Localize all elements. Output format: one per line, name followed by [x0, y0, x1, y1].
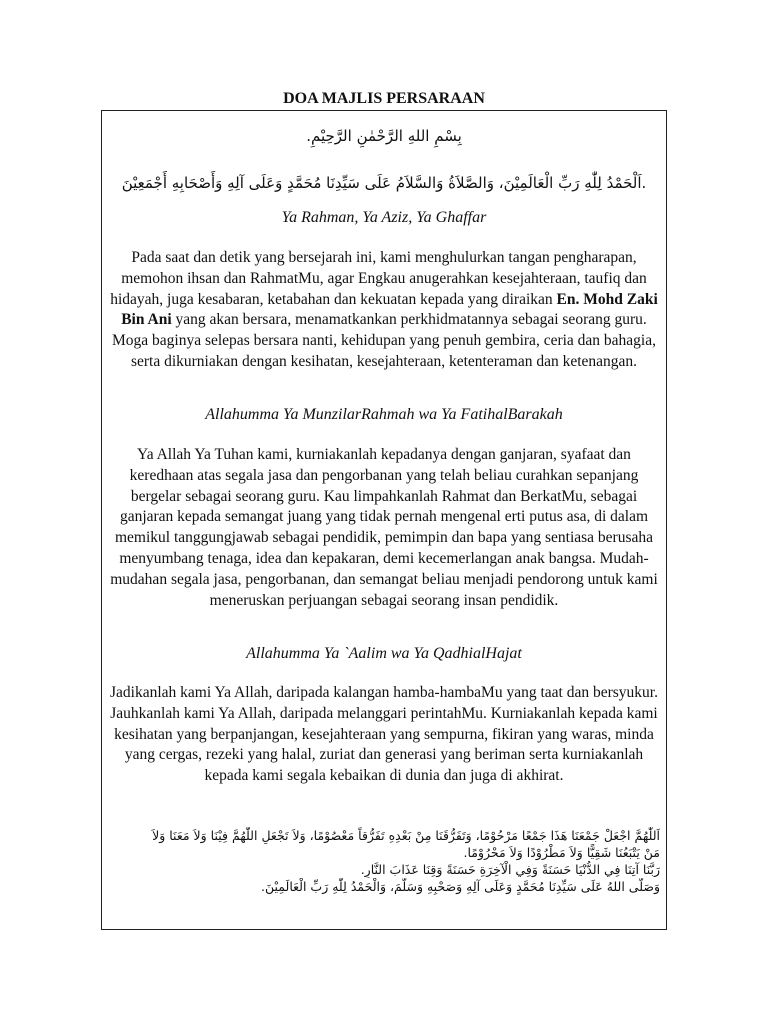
closing-arabic-line: وَصَلَّى اللهُ عَلَى سَيِّدِنَا مُحَمَّدٍ وَعَلَى آلِهِ وَصَحْبِهِ وَسَلَّمَ، وَالْحَمْدُ لِلّٰهِ رَبِّ الْعَالَمِيْنَ. [261, 879, 660, 894]
paragraph-1-text-start: Pada saat dan detik yang bersejarah ini, kami menghulurkan tangan pengharapan, memohon ihsan dan RahmatMu, agar Engkau anugerahkan kesejahteraan, taufiq dan hidayah, juga kesabaran, ketabahan dan kekuatan kepada yang diraikan [110, 249, 647, 308]
opening-arabic-praise: .اَلْحَمْدُ لِلّٰهِ رَبِّ الْعَالَمِيْنَ، وَالصَّلاَةُ وَالسَّلاَمُ عَلَى سَيِّدِنَا مُحَمَّدٍ وَعَلَى آلِهِ وَأَصْحَابِهِ أَجْمَعِيْنَ [121, 174, 647, 192]
paragraph-3: Jadikanlah kami Ya Allah, daripada kalangan hamba-hambaMu yang taat dan bersyukur. Jauhkanlah kami Ya Allah, daripada melanggari perintahMu. Kurniakanlah kepada kami kesihatan yang berpanjangan, kesejahteraan yang sempurna, fikiran yang waras, minda yang cergas, rezeki yang halal, zuriat dan generasi yang beriman serta kurniakanlah kepada kami segala kebaikan di dunia dan juga di akhirat. [110, 684, 658, 785]
paragraph-1 [110, 248, 658, 373]
honoree-name: En. Mohd Zaki Bin Ani [121, 290, 658, 329]
closing-arabic-line: رَبَّنَا آتِنَا فِي الدُّنْيَا حَسَنَةً وَفِي الْآخِرَةِ حَسَنَةً وَقِنَا عَذَابَ النَّارِ. [360, 862, 660, 877]
document-title: DOA MAJLIS PERSARAAN [283, 90, 485, 107]
invocation-2: Allahumma Ya MunzilarRahmah wa Ya FatihalBarakah [205, 406, 563, 423]
paragraph-2: Ya Allah Ya Tuhan kami, kurniakanlah kepadanya dengan ganjaran, syafaat dan keredhaan atas segala jasa dan pengorbanan yang telah beliau curahkan sepanjang bergelar sebagai seorang guru. Kau limpahkanlah Rahmat dan BerkatMu, sebagai ganjaran kepada semangat juang yang tidak pernah mengenal erti putus asa, di dalam memikul tanggungjawab sebagai pendidik, pemimpin dan bapa yang sentiasa berusaha menyumbang tenaga, idea dan kepakaran, demi kecemerlangan anak bangsa. Mudah-mudahan segala jasa, pengorbanan, dan semangat beliau menjadi pendorong untuk kami meneruskan perjuangan sebagai seorang insan pendidik. [110, 446, 658, 609]
prayer-frame [101, 110, 667, 930]
invocation-1: Ya Rahman, Ya Aziz, Ya Ghaffar [281, 209, 487, 226]
invocation-3: Allahumma Ya `Aalim wa Ya QadhialHajat [246, 645, 522, 662]
paragraph-1-text-end: yang akan bersara, menamatkankan perkhidmatannya sebagai seorang guru. Moga baginya selepas bersara nanti, kehidupan yang penuh gembira, ceria dan bahagia, serta dikurniakan dengan kesihatan, kesejahteraan, ketenteraman dan ketenangan. [111, 311, 656, 370]
closing-arabic-line: مَنْ يَتْبَعُنَا شَقِيًّا وَلاَ مَطْرُوْدًا وَلاَ مَحْرُوْمًا. [463, 845, 660, 860]
closing-arabic-line: اَللّٰهُمَّ اجْعَلْ جَمْعَنَا هَذَا جَمْعًا مَرْحُوْمًا، وَتَفَرُّقَنَا مِنْ بَعْدِهِ تَفَرُّقاً مَعْصُوْمًا، وَلاَ تَجْعَلِ اللّٰهُمَّ فِيْنَا وَلاَ مَعَنَا وَلاَ [152, 828, 660, 843]
closing-arabic-prayer [108, 827, 660, 895]
basmalah: بِسْمِ اللهِ الرَّحْمٰنِ الرَّحِيْمِ. [306, 127, 462, 145]
